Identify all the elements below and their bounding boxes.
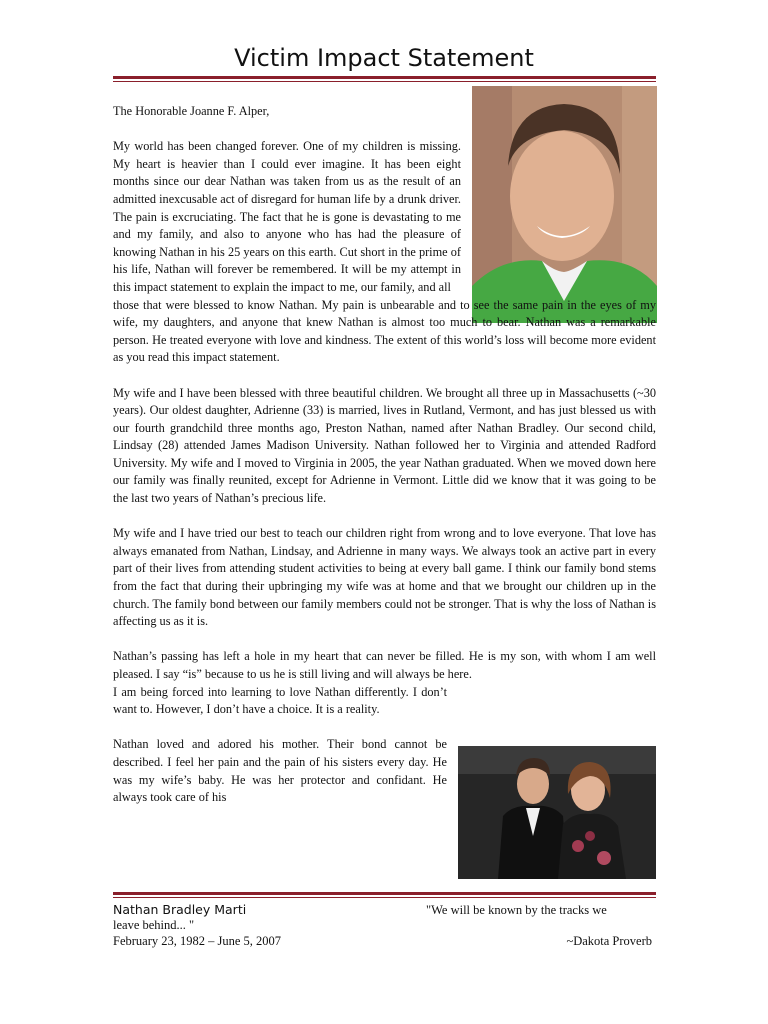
page-title: Victim Impact Statement [234,44,534,72]
paragraph-3: My wife and I have tried our best to teach our children right from wrong and to love everyone. That love has always emanated from Nathan, Lindsay, and Adrienne in many ways. We always took an active part in every part of their lives from attending student activities to being at every ball game. I think our family bond stems from the fact that during their upbringing my wife was at home and that we brought our children up in the church. The family bond between our family members could not be stronger. That is why the loss of Nathan is affecting us as it is. [113,526,656,629]
paragraph-5: Nathan loved and adored his mother. Their bond cannot be described. I feel her pain and the pain of his sisters every day. He was my wife’s baby. He was her protector and confidant. He always took care of his [113,737,447,805]
footer-attribution: ~Dakota Proverb [566,934,652,948]
paragraph-1-full: those that were blessed to know Nathan. My pain is unbearable and to see the same pain in the eyes of my wife, my daughters, and anyone that knew Nathan is almost too much to bear. Nathan was a remarkable person. He treated everyone with love and kindness. The extent of this world’s loss will become more evident as you read this impact statement. [113,297,656,365]
header-rule-bottom [113,81,656,82]
footer-rule-top [113,892,656,895]
paragraph-1-wrapped: My world has been changed forever. One of my children is missing. My heart is heavier than I could ever imagine. It has been eight months since our dear Nathan was taken from us as the result of an admitted inexcusable act of disregard for human life by a drunk driver. The pain is excruciating. The fact that he is gone is devastating to me and my family, and also to anyone who has had the pleasure of knowing Nathan in his 25 years on this earth. Cut short in the prime of his life, Nathan will forever be remembered. It will be my attempt in this impact statement to explain the impact to me, our family, and all [113,139,461,294]
footer-quote-line-2: leave behind... " [113,918,195,932]
nathan-and-mother-photo [458,746,656,879]
footer-quote-line-1: "We will be known by the tracks we [426,903,607,917]
salutation: The Honorable Joanne F. Alper, [113,104,270,118]
paragraph-4-wrapped: I am being forced into learning to love Nathan differently. I don’t want to. However, I don’t have a choice. It is a reality. [113,684,447,717]
footer-dates: February 23, 1982 – June 5, 2007 [113,934,282,948]
statement-body [113,103,656,807]
footer-rule-bottom [113,897,656,898]
footer-name: Nathan Bradley Marti [113,902,247,917]
family-image [458,746,656,879]
paragraph-4-full: Nathan’s passing has left a hole in my heart that can never be filled. He is my son, with whom I am well pleased. I say “is” because to us he is still living and will always be here. [113,649,656,681]
paragraph-2: My wife and I have been blessed with three beautiful children. We brought all three up in Massachusetts (~30 years). Our oldest daughter, Adrienne (33) is married, lives in Rutland, Vermont, and has just blessed us with our fourth grandchild three months ago, Preston Nathan, named after Nathan Bradley. Our second child, Lindsay (28) attended James Madison University. Nathan followed her to Virginia and attended Radford University. My wife and I moved to Virginia in 2005, the year Nathan graduated. When we moved down here our family was finally reunited, except for Adrienne in Vermont. Little did we know that it was going to be the last two years of Nathan’s precious life. [113,385,656,506]
header-rule-top [113,76,656,79]
